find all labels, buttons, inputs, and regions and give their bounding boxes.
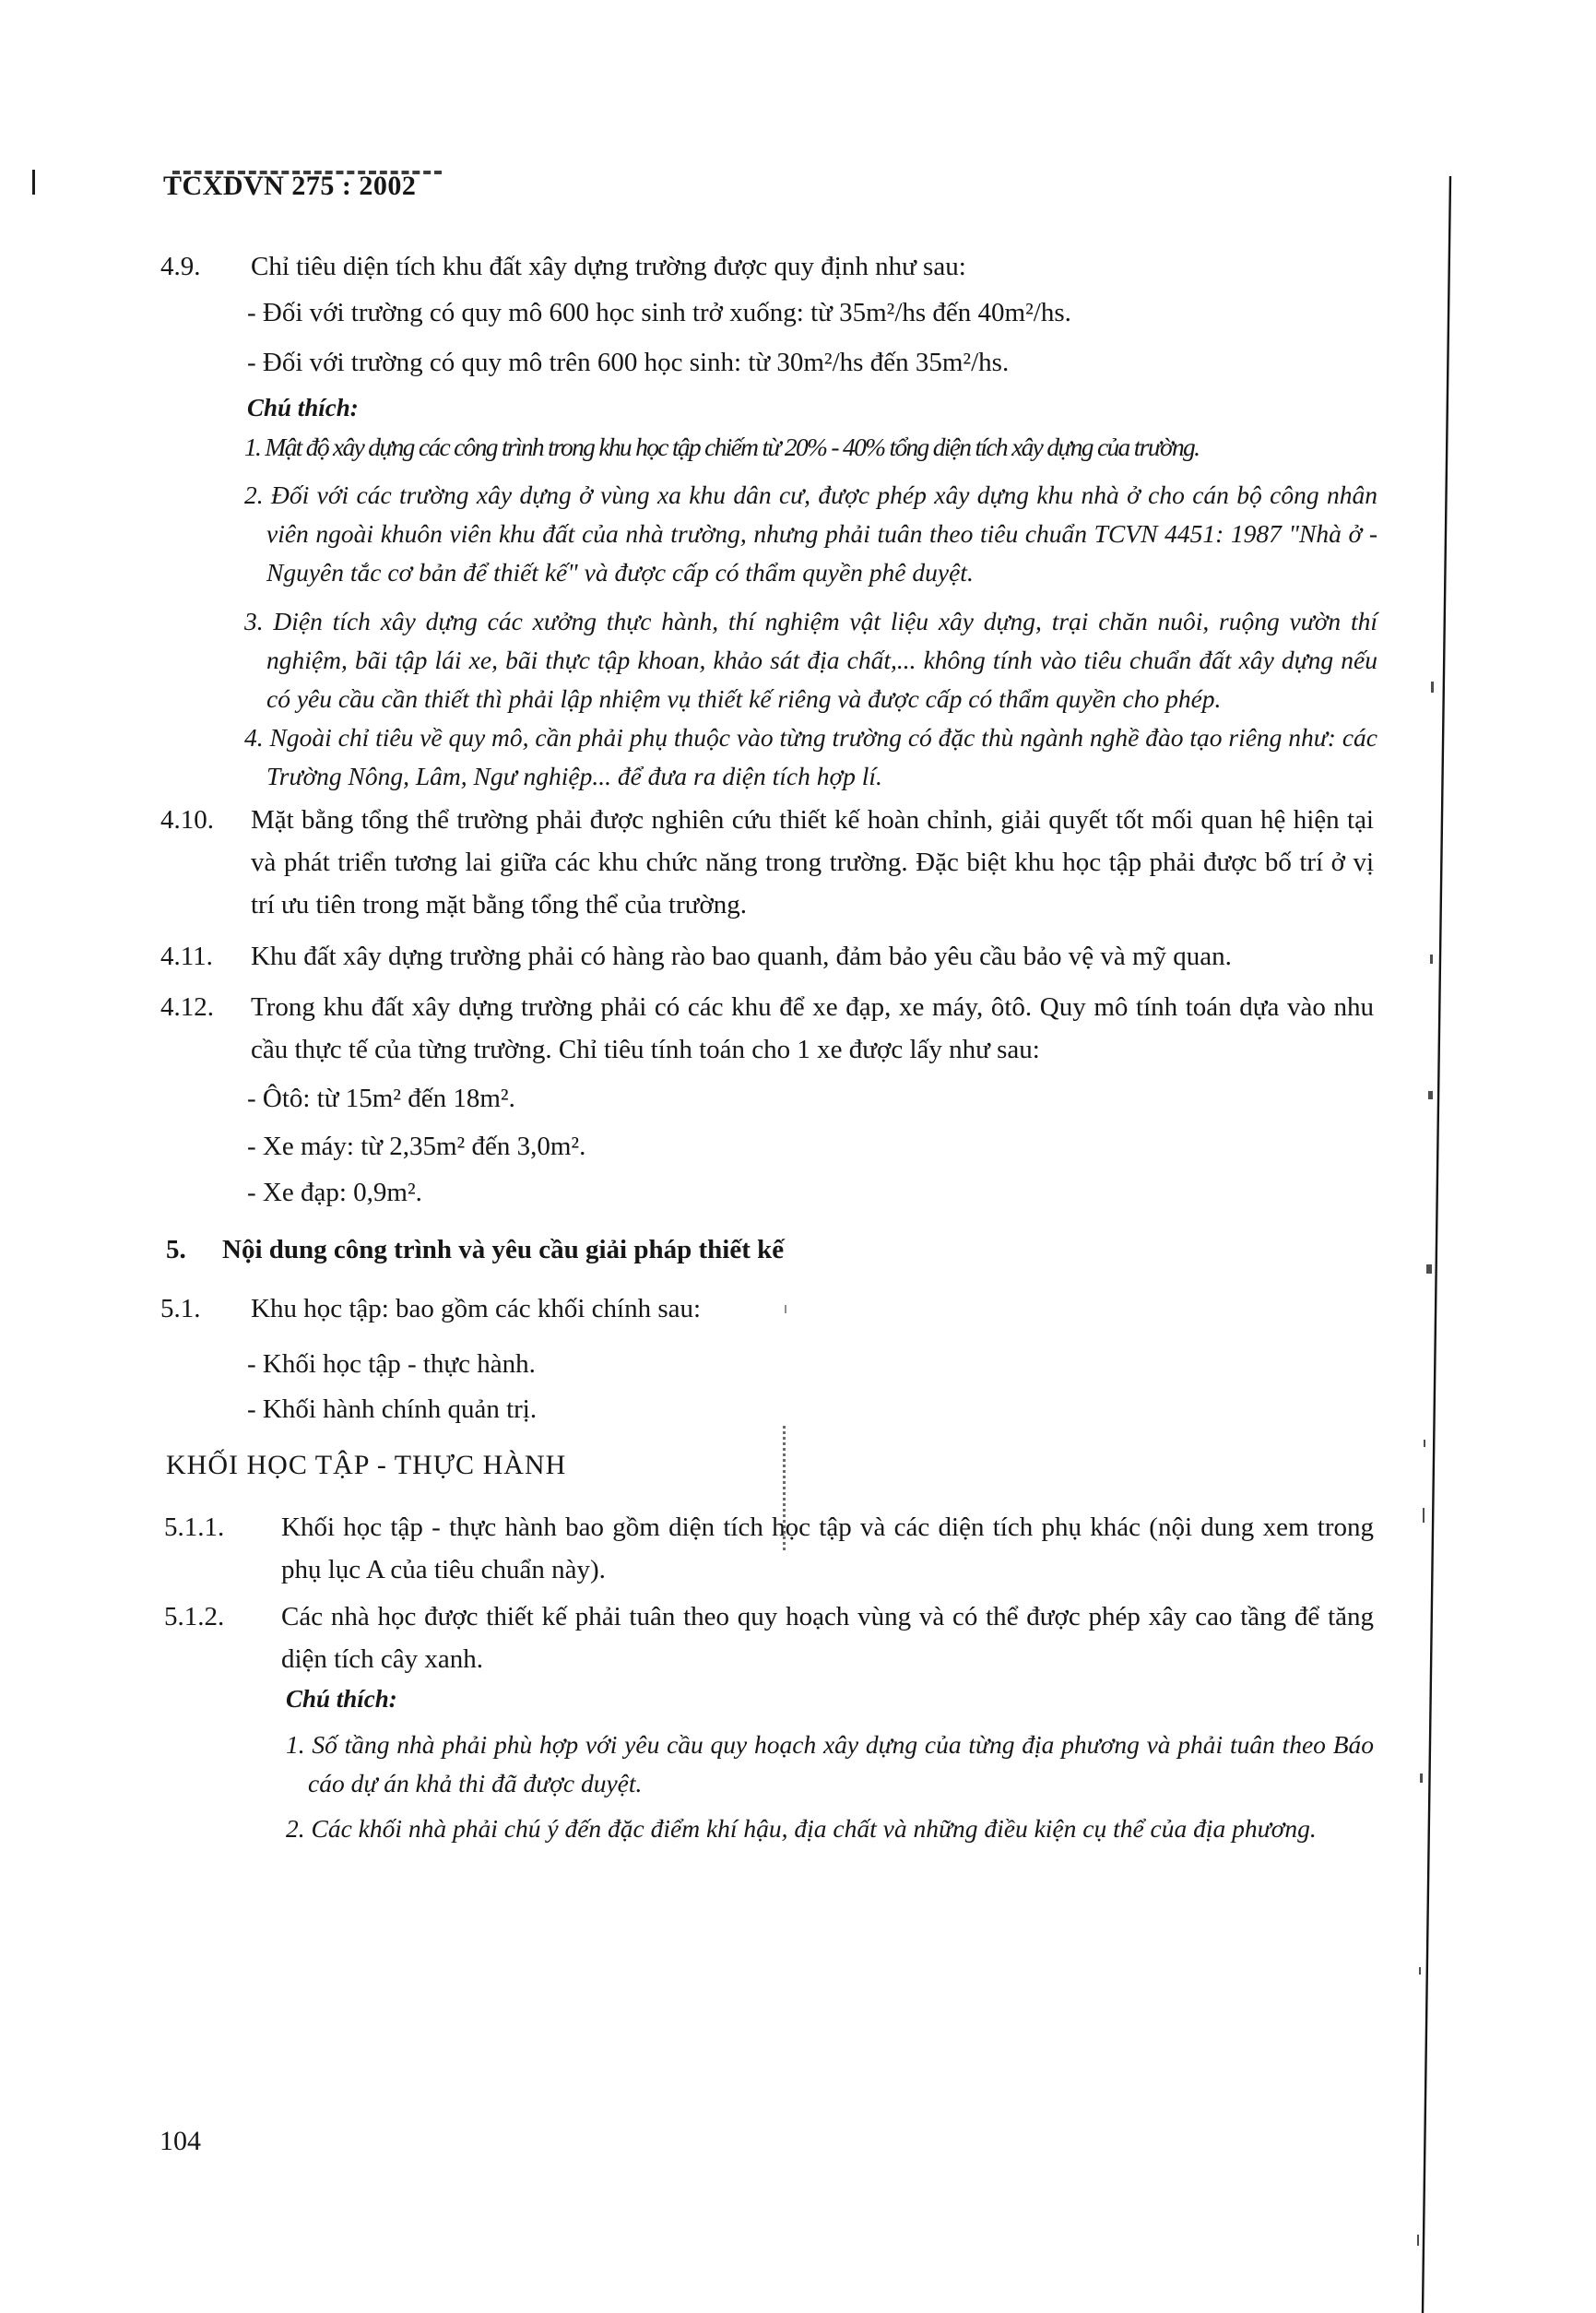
scan-artifact-speck <box>1428 1091 1433 1099</box>
note-item: 2. Các khối nhà phải chú ý đến đặc điểm khí hậu, địa chất và những điều kiện cụ thể của địa phương. <box>286 1814 1317 1843</box>
note-item: 1. Số tầng nhà phải phù hợp với yêu cầu quy hoạch xây dựng của từng địa phương và phải tuân theo Báo cáo dự án khả thi đã được duyệt. <box>286 1730 1374 1797</box>
section-4-11 <box>0 935 1596 978</box>
scanned-document-page <box>0 169 1596 2313</box>
block-heading: KHỐI HỌC TẬP - THỰC HÀNH <box>166 1450 567 1480</box>
section-text: Khối học tập - thực hành bao gồm diện tích học tập và các diện tích phụ khác (nội dung xem trong phụ lục A của tiêu chuẩn này). <box>281 1512 1374 1584</box>
section-text: Các nhà học được thiết kế phải tuân theo quy hoạch vùng và có thể được phép xây cao tầng để tăng diện tích cây xanh. <box>281 1602 1374 1674</box>
page-number: 104 <box>160 2126 201 2156</box>
section-number: 4.10. <box>160 805 214 835</box>
section-4-9 <box>0 245 1596 288</box>
section-number: 4.9. <box>160 252 201 281</box>
list-item: - Xe đạp: 0,9m². <box>247 1178 422 1207</box>
section-number: 5. <box>166 1235 186 1264</box>
section-number: 5.1. <box>160 1294 201 1323</box>
section-5-1 <box>0 1287 1596 1330</box>
note-item: 3. Diện tích xây dựng các xưởng thực hành, thí nghiệm vật liệu xây dựng, trại chăn nuôi, ruộng vườn thí nghiệm, bãi tập lái xe, bãi thực tập khoan, khảo sát địa chất,... không tính vào tiêu chuẩn đất xây dựng nếu có yêu cầu cần thiết thì phải lập nhiệm vụ thiết kế riêng và được cấp có thẩm quyền cho phép. <box>244 607 1377 713</box>
section-text: Chỉ tiêu diện tích khu đất xây dựng trường được quy định như sau: <box>251 252 966 281</box>
list-item: - Đối với trường có quy mô trên 600 học sinh: từ 30m²/hs đến 35m²/hs. <box>247 348 1010 377</box>
section-text: Trong khu đất xây dựng trường phải có các khu để xe đạp, xe máy, ôtô. Quy mô tính toán dựa vào nhu cầu thực tế của từng trường. Chỉ tiêu tính toán cho 1 xe được lấy như sau: <box>251 992 1374 1064</box>
list-item: - Khối học tập - thực hành. <box>247 1349 536 1379</box>
scan-artifact-speck <box>1423 1508 1425 1523</box>
section-text: Mặt bằng tổng thể trường phải được nghiên cứu thiết kế hoàn chỉnh, giải quyết tốt mối quan hệ hiện tại và phát triển tương lai giữa các khu chức năng trong trường. Đặc biệt khu học tập phải được bố trí ở vị trí ưu tiên trong mặt bằng tổng thể của trường. <box>251 805 1374 919</box>
list-item: - Khối hành chính quản trị. <box>247 1394 538 1424</box>
section-number: 4.11. <box>160 942 213 971</box>
scan-artifact-speck <box>1424 1440 1425 1447</box>
scan-artifact-speck <box>1430 955 1433 964</box>
scan-artifact-speck <box>785 1305 786 1313</box>
scan-artifact-fold-dots <box>783 1426 786 1550</box>
document-header: TCXDVN 275 : 2002 <box>163 171 417 201</box>
section-number: 5.1.1. <box>164 1512 225 1542</box>
list-item: - Xe máy: từ 2,35m² đến 3,0m². <box>247 1132 586 1161</box>
section-4-12 <box>0 986 1596 1071</box>
note-item: 4. Ngoài chỉ tiêu về quy mô, cần phải phụ thuộc vào từng trường có đặc thù ngành nghề đào tạo riêng như: các Trường Nông, Lâm, Ngư nghiệp... để đưa ra diện tích hợp lí. <box>244 723 1377 790</box>
note-item: 2. Đối với các trường xây dựng ở vùng xa khu dân cư, được phép xây dựng khu nhà ở cho cán bộ công nhân viên ngoài khuôn viên khu đất của nhà trường, nhưng phải tuân theo tiêu chuẩn TCVN 4451: 1987 "Nhà ở - Nguyên tắc cơ bản để thiết kế" và được cấp có thẩm quyền phê duyệt. <box>244 480 1377 587</box>
scan-artifact-speck <box>1420 1773 1423 1783</box>
section-text: Khu đất xây dựng trường phải có hàng rào bao quanh, đảm bảo yêu cầu bảo vệ và mỹ quan. <box>251 942 1232 971</box>
section-5-heading <box>0 1228 1596 1271</box>
section-number: 5.1.2. <box>164 1602 225 1631</box>
note-item: 1. Mật độ xây dựng các công trình trong khu học tập chiếm từ 20% - 40% tổng diện tích xây dựng của trường. <box>244 433 1200 461</box>
section-text: Nội dung công trình và yêu cầu giải pháp thiết kế <box>222 1235 785 1264</box>
scan-artifact-speck <box>1419 1967 1421 1975</box>
section-4-10 <box>0 799 1596 926</box>
list-item: - Ôtô: từ 15m² đến 18m². <box>247 1084 515 1113</box>
scan-artifact-top-tick <box>32 170 35 195</box>
scan-artifact-top-dashed-line <box>172 171 442 174</box>
scan-artifact-speck <box>1426 1264 1432 1274</box>
list-item: - Đối với trường có quy mô 600 học sinh trở xuống: từ 35m²/hs đến 40m²/hs. <box>247 298 1071 327</box>
section-number: 4.12. <box>160 992 214 1022</box>
note-label: Chú thích: <box>247 394 359 421</box>
section-5-1-2 <box>0 1595 1596 1680</box>
scan-artifact-speck <box>1431 682 1434 693</box>
scan-artifact-speck <box>1417 2235 1419 2246</box>
note-label: Chú thích: <box>286 1685 397 1713</box>
section-text: Khu học tập: bao gồm các khối chính sau: <box>251 1294 702 1323</box>
section-5-1-1 <box>0 1506 1596 1591</box>
